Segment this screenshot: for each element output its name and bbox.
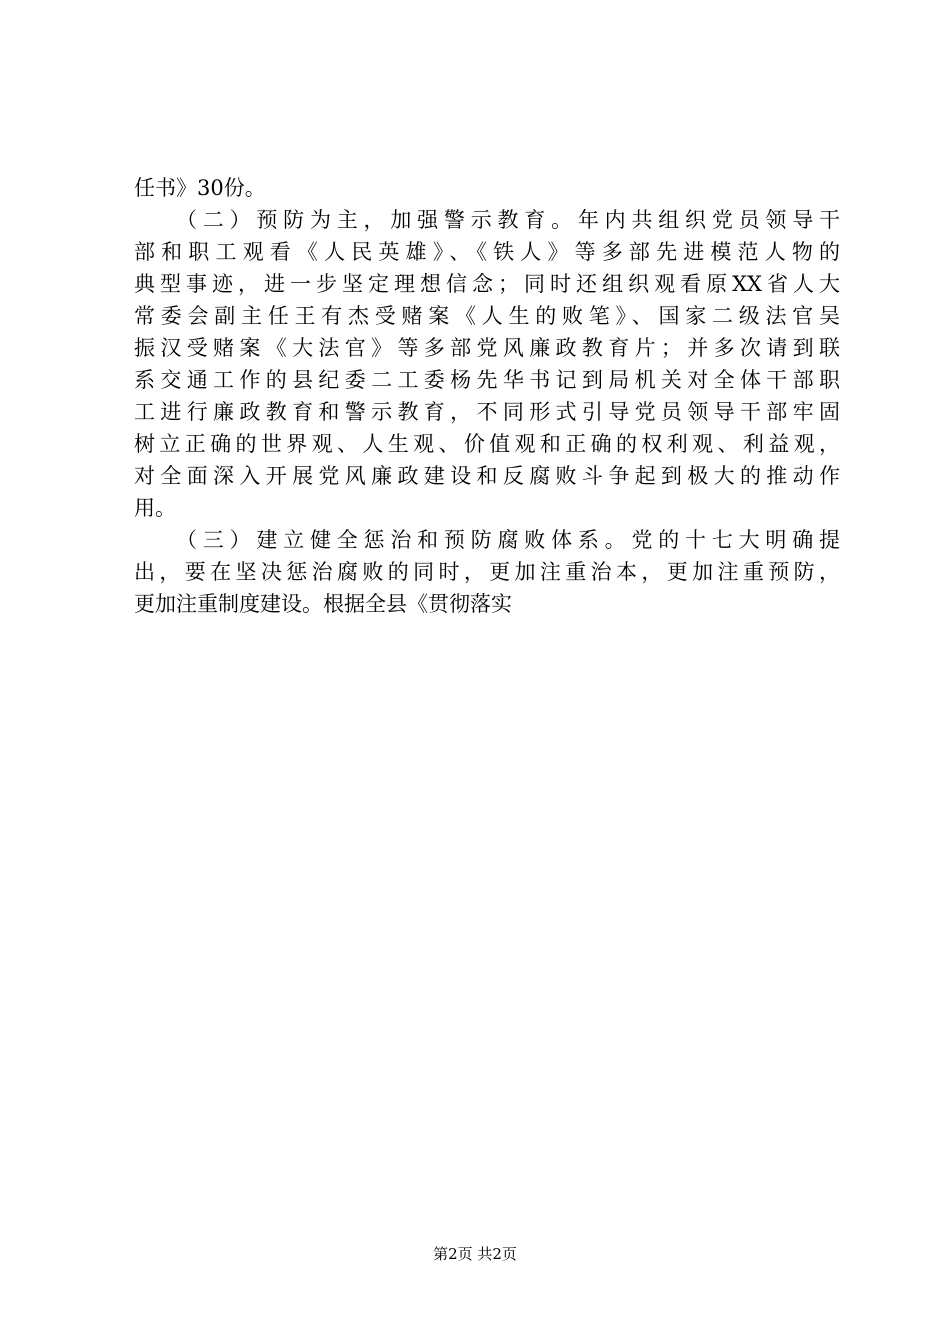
paragraph-3-line-1: （三）建立健全惩治和预防腐败体系。党的十七大明确提 xyxy=(176,528,840,552)
document-body xyxy=(134,172,840,620)
text-line: 振汉受赌案《大法官》等多部党风廉政教育片；并多次请到联 xyxy=(134,336,840,360)
text-line: 系交通工作的县纪委二工委杨先华书记到局机关对全体干部职 xyxy=(134,368,840,392)
text-line: 出，要在坚决惩治腐败的同时，更加注重治本，更加注重预防， xyxy=(134,560,840,584)
text-line: 对全面深入开展党风廉政建设和反腐败斗争起到极大的推动作 xyxy=(134,464,840,488)
text-line: 典型事迹，进一步坚定理想信念；同时还组织观看原XX省人大 xyxy=(134,272,840,296)
text-line: 树立正确的世界观、人生观、价值观和正确的权利观、利益观， xyxy=(134,432,840,456)
text-line: 常委会副主任王有杰受赌案《人生的败笔》、国家二级法官吴 xyxy=(134,304,840,328)
text-line: 部和职工观看《人民英雄》、《铁人》等多部先进模范人物的 xyxy=(134,240,840,264)
text-line: 更加注重制度建设。根据全县《贯彻落实 xyxy=(134,592,512,616)
text-line: 工进行廉政教育和警示教育，不同形式引导党员领导干部牢固 xyxy=(134,400,840,424)
text-line: 任书》30份。 xyxy=(134,176,266,200)
paragraph-2-line-1: （二）预防为主，加强警示教育。年内共组织党员领导干 xyxy=(176,208,840,232)
page-number-footer: 第2页 共2页 xyxy=(433,1245,517,1263)
text-line: 用。 xyxy=(134,496,176,520)
